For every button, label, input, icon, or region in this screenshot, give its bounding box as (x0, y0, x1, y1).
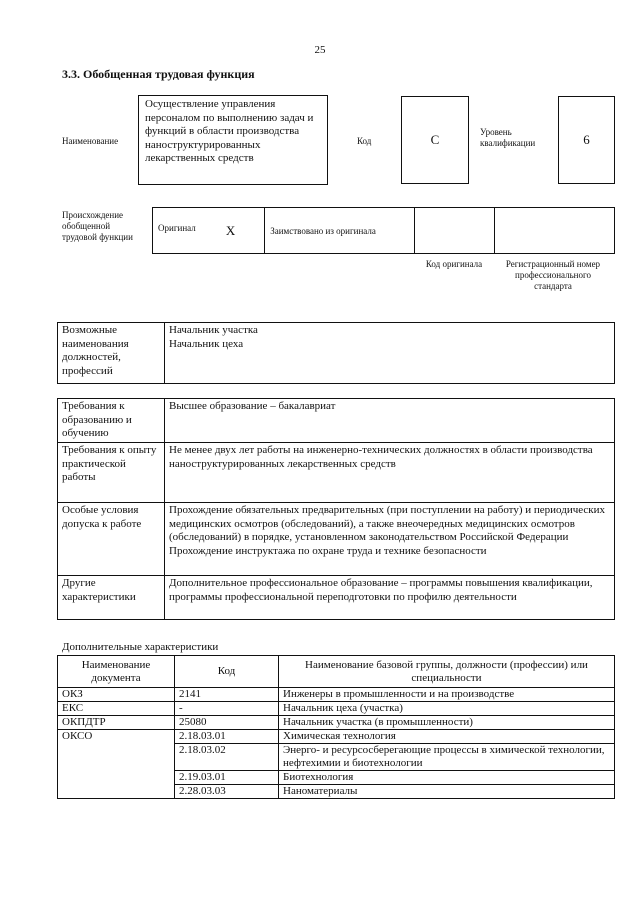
name-label: Наименование (62, 136, 119, 146)
table-row (58, 688, 615, 702)
req-special-label: Особые условия допуска к работе (58, 503, 165, 576)
req-experience-value (165, 443, 615, 503)
req-special-value (165, 503, 615, 576)
origin-code-caption: Код оригинала (425, 259, 483, 269)
req-other-label: Другие характеристики (58, 576, 165, 620)
original-cell (153, 208, 265, 254)
level-label: Уровень квалификации (480, 127, 536, 148)
header-name: Наименование базовой группы, должности (профессии) или специальности (279, 656, 615, 688)
req-special-text: Прохождение инструктажа по охране труда и технике безопасности (169, 544, 487, 557)
req-education-text: Высшее образование – бакалавриат (169, 400, 336, 412)
cell-name: Энерго- и ресурсосберегающие процессы в химической технологии, нефтехимии и биотехнологии (279, 744, 615, 771)
cell-code: 2.18.03.01 (175, 730, 279, 744)
borrowed-cell: Заимствовано из оригинала (265, 208, 415, 254)
header-code: Код (175, 656, 279, 688)
positions-values (165, 323, 615, 384)
req-experience-text: Не менее двух лет работы на инженерно-технических должностях в области производства наноструктурированных лекарственных средств (169, 444, 593, 470)
cell-name: Химическая технология (279, 730, 615, 744)
original-label: Оригинал (158, 222, 196, 233)
req-education-label: Требования к образованию и обучению (58, 399, 165, 443)
cell-document: ОКПДТР (58, 716, 175, 730)
cell-name: Начальник участка (в промышленности) (279, 716, 615, 730)
origin-code-cell (414, 208, 494, 254)
reg-number-cell (494, 208, 614, 254)
positions-label: Возможные наименования должностей, профессий (58, 323, 165, 384)
req-other-value (165, 576, 615, 620)
additional-title: Дополнительные характеристики (62, 641, 219, 653)
function-name-box: Осуществление управления персоналом по выполнению задач и функций в области производства наноструктурированных лекарственных средств (138, 95, 328, 185)
cell-document: ЕКС (58, 702, 175, 716)
cell-code: - (175, 702, 279, 716)
table-row (58, 716, 615, 730)
cell-name: Наноматериалы (279, 785, 615, 799)
req-experience-label: Требования к опыту практической работы (58, 443, 165, 503)
cell-code: 2.28.03.03 (175, 785, 279, 799)
table-row (58, 730, 615, 744)
position-item: Начальник цеха (169, 337, 244, 350)
cell-name: Начальник цеха (участка) (279, 702, 615, 716)
cell-code: 2.19.03.01 (175, 771, 279, 785)
cell-code: 2.18.03.02 (175, 744, 279, 771)
header-document: Наименование документа (58, 656, 175, 688)
req-other-text: Дополнительное профессиональное образование – программы повышения квалификации, программы профессиональной переподготовки по профилю деятельности (169, 577, 593, 603)
cell-name: Инженеры в промышленности и на производстве (279, 688, 615, 702)
reg-number-caption: Регистрационный номер профессионального стандарта (505, 259, 601, 291)
origin-label: Происхождение обобщенной трудовой функции (62, 210, 133, 242)
page-number: 25 (314, 44, 326, 56)
req-education-value (165, 399, 615, 443)
additional-table (57, 655, 615, 799)
original-mark: X (225, 222, 236, 238)
code-box: C (401, 96, 469, 184)
cell-document: ОКЗ (58, 688, 175, 702)
level-box: 6 (558, 96, 615, 184)
req-special-text: Прохождение обязательных предварительных (при поступлении на работу) и периодических медицинских осмотров (обследований), а также внеочередных медицинских осмотров (обследований) в порядке, установленном законодательством Российской Федерации (169, 504, 606, 543)
cell-code: 2141 (175, 688, 279, 702)
position-item: Начальник участка (169, 324, 258, 336)
positions-table (57, 322, 615, 384)
cell-name: Биотехнология (279, 771, 615, 785)
table-row (58, 702, 615, 716)
origin-table (152, 207, 615, 254)
cell-code: 25080 (175, 716, 279, 730)
requirements-table (57, 398, 615, 620)
section-title: 3.3. Обобщенная трудовая функция (62, 67, 255, 81)
code-label: Код (357, 136, 372, 146)
cell-document: ОКСО (58, 730, 175, 799)
